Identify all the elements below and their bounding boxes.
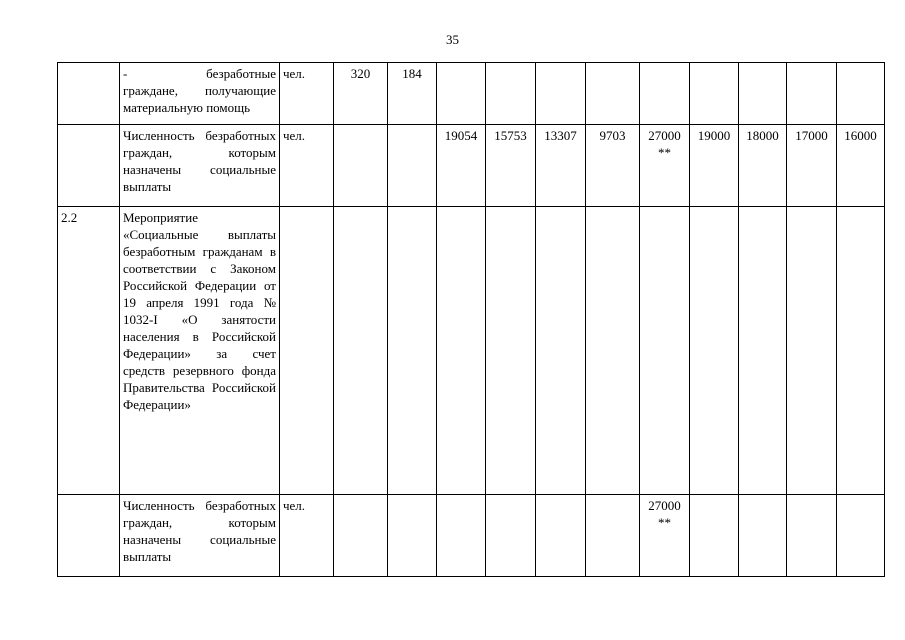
value-text: 18000 bbox=[746, 128, 779, 143]
value-cell bbox=[690, 63, 739, 125]
value-note: ** bbox=[658, 145, 671, 160]
page-number: 35 bbox=[446, 32, 459, 47]
row-description-cell: - безработные граждане, получающие материальную помощь bbox=[120, 63, 280, 125]
value-cell bbox=[486, 495, 536, 577]
value-text: 27000 bbox=[648, 128, 681, 143]
value-text: 27000 bbox=[648, 498, 681, 513]
value-cell bbox=[739, 63, 787, 125]
value-cell bbox=[787, 63, 837, 125]
program-indicators-table bbox=[57, 62, 885, 577]
unit-cell: чел. bbox=[280, 495, 334, 577]
value-cell bbox=[837, 63, 885, 125]
value-cell bbox=[388, 125, 437, 207]
value-cell bbox=[486, 125, 536, 207]
value-cell bbox=[787, 125, 837, 207]
value-cell bbox=[437, 207, 486, 495]
value-cell bbox=[837, 125, 885, 207]
unit-cell: чел. bbox=[280, 63, 334, 125]
value-cell bbox=[437, 125, 486, 207]
table-row bbox=[58, 207, 885, 495]
value-cell bbox=[334, 125, 388, 207]
table-row bbox=[58, 63, 885, 125]
value-cell bbox=[787, 495, 837, 577]
value-cell bbox=[388, 207, 437, 495]
table-row bbox=[58, 125, 885, 207]
value-cell bbox=[486, 63, 536, 125]
value-cell bbox=[739, 125, 787, 207]
row-number-cell: 2.2 bbox=[58, 207, 120, 495]
value-cell bbox=[640, 125, 690, 207]
value-cell bbox=[690, 207, 739, 495]
value-cell bbox=[640, 63, 690, 125]
value-cell bbox=[739, 495, 787, 577]
value-note: ** bbox=[658, 515, 671, 530]
value-cell bbox=[586, 125, 640, 207]
value-cell bbox=[690, 125, 739, 207]
unit-cell: чел. bbox=[280, 125, 334, 207]
row-number-cell bbox=[58, 495, 120, 577]
value-cell bbox=[334, 63, 388, 125]
row-description-cell: Мероприятие «Социальные выплаты безработным гражданам в соответствии с Законом Российской Федерации от 19 апреля 1991 года № 1032-I «О занятости населения в Российской Федерации» за счет средств резервного фонда Правительства Российской Федерации» bbox=[120, 207, 280, 495]
unit-cell bbox=[280, 207, 334, 495]
table-row bbox=[58, 495, 885, 577]
value-text: 184 bbox=[402, 66, 422, 81]
row-number-cell bbox=[58, 125, 120, 207]
value-cell bbox=[640, 207, 690, 495]
value-text: 15753 bbox=[494, 128, 527, 143]
value-cell bbox=[837, 207, 885, 495]
value-cell bbox=[586, 63, 640, 125]
value-cell bbox=[388, 63, 437, 125]
row-description-cell: Численность безработных граждан, которым назначены социальные выплаты bbox=[120, 125, 280, 207]
value-text: 320 bbox=[350, 66, 371, 81]
value-cell bbox=[536, 125, 586, 207]
value-cell bbox=[536, 207, 586, 495]
value-cell bbox=[334, 495, 388, 577]
value-text: 17000 bbox=[795, 128, 828, 143]
value-cell bbox=[739, 207, 787, 495]
value-cell bbox=[640, 495, 690, 577]
value-cell bbox=[334, 207, 388, 495]
value-cell bbox=[690, 495, 739, 577]
value-text: 16000 bbox=[844, 128, 877, 143]
row-number-cell bbox=[58, 63, 120, 125]
value-cell bbox=[837, 495, 885, 577]
value-cell bbox=[437, 63, 486, 125]
value-text: 19054 bbox=[444, 128, 478, 143]
value-cell bbox=[586, 495, 640, 577]
value-cell bbox=[388, 495, 437, 577]
value-text: 9703 bbox=[599, 128, 626, 143]
row-description-cell: Численность безработных граждан, которым назначены социальные выплаты bbox=[120, 495, 280, 577]
value-cell bbox=[536, 63, 586, 125]
value-cell bbox=[586, 207, 640, 495]
value-cell bbox=[787, 207, 837, 495]
value-text: 19000 bbox=[697, 128, 731, 143]
value-text: 13307 bbox=[544, 128, 577, 143]
value-cell bbox=[437, 495, 486, 577]
value-cell bbox=[486, 207, 536, 495]
value-cell bbox=[536, 495, 586, 577]
